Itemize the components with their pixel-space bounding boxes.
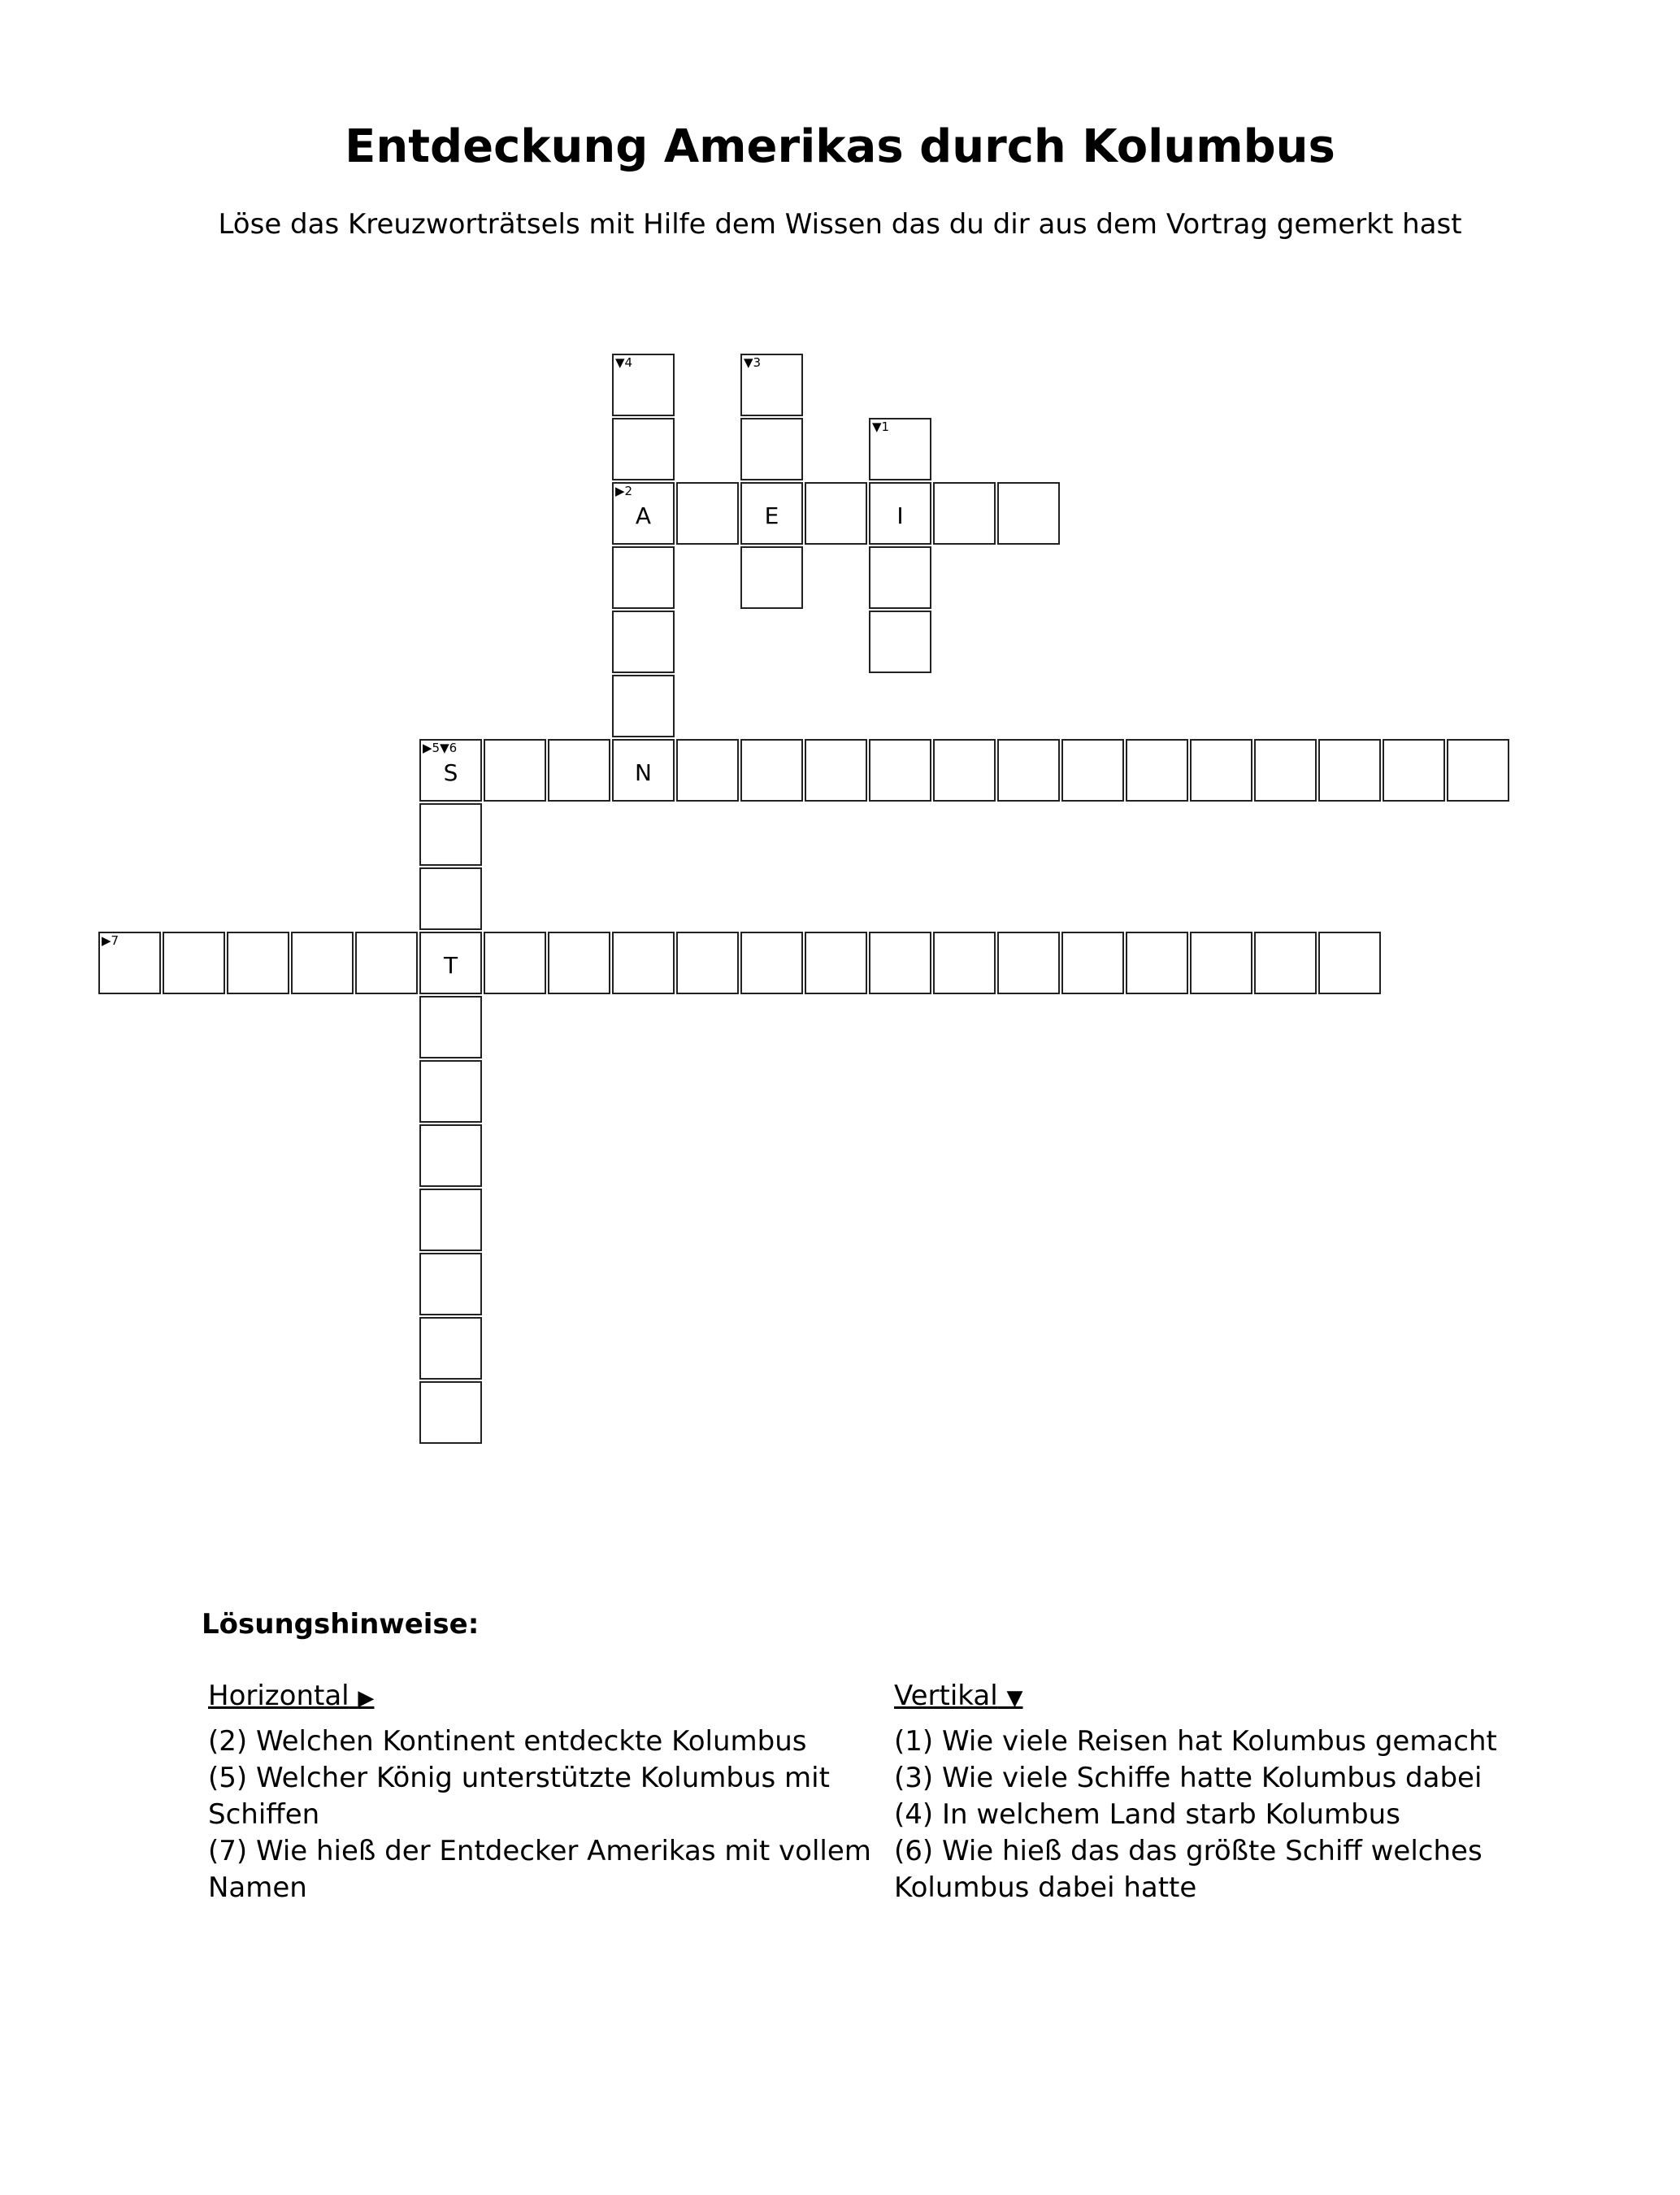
crossword-cell[interactable] <box>419 1060 482 1123</box>
crossword-cell[interactable] <box>1318 932 1381 994</box>
crossword-cell[interactable] <box>997 739 1060 802</box>
vertical-title: Vertikal ▼ <box>894 1680 1023 1712</box>
crossword-cell[interactable] <box>933 932 996 994</box>
crossword-cell[interactable] <box>612 482 675 545</box>
crossword-cell[interactable] <box>1190 739 1252 802</box>
clue-across-7: (7) Wie hieß der Entdecker Amerikas mit vollem Namen <box>208 1835 871 1904</box>
crossword-cell[interactable] <box>740 482 803 545</box>
crossword-cell[interactable] <box>869 546 931 609</box>
crossword-cell[interactable] <box>419 1124 482 1187</box>
crossword-cell[interactable] <box>419 739 482 802</box>
page-title: Entdeckung Amerikas durch Kolumbus <box>345 120 1335 173</box>
crossword-cell[interactable] <box>869 482 931 545</box>
horizontal-clues <box>208 1678 891 1906</box>
crossword-cell[interactable] <box>1190 932 1252 994</box>
crossword-cell[interactable] <box>740 932 803 994</box>
crossword-cell[interactable] <box>1383 739 1445 802</box>
crossword-cell[interactable] <box>548 739 610 802</box>
given-letter: S <box>443 759 458 786</box>
crossword-cell[interactable] <box>419 932 482 994</box>
page-subtitle: Löse das Kreuzworträtsels mit Hilfe dem Wissen das du dir aus dem Vortrag gemerkt hast <box>218 208 1462 241</box>
crossword-cell[interactable] <box>612 418 675 480</box>
crossword-cell[interactable] <box>612 611 675 673</box>
crossword-cell[interactable] <box>548 932 610 994</box>
arrow-right-icon: ▶ <box>358 1686 375 1710</box>
crossword-cell[interactable] <box>419 803 482 866</box>
horizontal-title: Horizontal ▶ <box>208 1680 375 1712</box>
crossword-cell[interactable] <box>676 739 739 802</box>
crossword-cell[interactable] <box>98 932 161 994</box>
crossword-cell[interactable] <box>676 482 739 545</box>
crossword-cell[interactable] <box>612 932 675 994</box>
vertical-clues <box>894 1678 1577 1906</box>
crossword-cell[interactable] <box>419 996 482 1058</box>
crossword-cell[interactable] <box>612 675 675 737</box>
given-letter: N <box>635 759 652 786</box>
crossword-cell[interactable] <box>227 932 289 994</box>
crossword-cell[interactable] <box>1254 932 1317 994</box>
crossword-cell[interactable] <box>869 739 931 802</box>
crossword-cell[interactable] <box>805 482 867 545</box>
crossword-cell[interactable] <box>291 932 354 994</box>
hints-heading: Lösungshinweise: <box>202 1608 480 1641</box>
given-letter: A <box>635 502 652 529</box>
crossword-cell[interactable] <box>740 418 803 480</box>
crossword-cell[interactable] <box>1061 739 1124 802</box>
clue-number: ▶5▼6 <box>423 741 458 755</box>
clue-down-6: (6) Wie hieß das das größte Schiff welches Kolumbus dabei hatte <box>894 1835 1482 1904</box>
crossword-cell[interactable] <box>419 1189 482 1251</box>
clue-number: ▶7 <box>102 933 119 948</box>
crossword-cell[interactable] <box>612 546 675 609</box>
clue-number: ▶2 <box>615 484 633 498</box>
crossword-cell[interactable] <box>805 932 867 994</box>
crossword-cell[interactable] <box>419 867 482 930</box>
crossword-cell[interactable] <box>419 1381 482 1444</box>
crossword-cell[interactable] <box>355 932 418 994</box>
crossword-cell[interactable] <box>933 739 996 802</box>
crossword-cell[interactable] <box>1318 739 1381 802</box>
crossword-cell[interactable] <box>869 418 931 480</box>
crossword-cell[interactable] <box>869 932 931 994</box>
crossword-cell[interactable] <box>869 611 931 673</box>
crossword-cell[interactable] <box>484 932 546 994</box>
crossword-cell[interactable] <box>419 1253 482 1315</box>
clue-down-1: (1) Wie viele Reisen hat Kolumbus gemacht <box>894 1725 1497 1758</box>
clue-number: ▼3 <box>744 355 762 370</box>
crossword-cell[interactable] <box>484 739 546 802</box>
given-letter: T <box>443 952 458 979</box>
clue-across-5: (5) Welcher König unterstützte Kolumbus mit Schiffen <box>208 1762 830 1831</box>
crossword-cell[interactable] <box>1126 739 1188 802</box>
crossword-cell[interactable] <box>740 739 803 802</box>
given-letter: E <box>764 502 779 529</box>
crossword-cell[interactable] <box>933 482 996 545</box>
crossword-cell[interactable] <box>612 739 675 802</box>
crossword-cell[interactable] <box>612 354 675 416</box>
arrow-down-icon: ▼ <box>1006 1686 1023 1710</box>
clue-down-4: (4) In welchem Land starb Kolumbus <box>894 1798 1400 1831</box>
crossword-cell[interactable] <box>740 354 803 416</box>
crossword-cell[interactable] <box>163 932 225 994</box>
given-letter: I <box>896 502 904 529</box>
crossword-cell[interactable] <box>1254 739 1317 802</box>
crossword-cell[interactable] <box>997 482 1060 545</box>
crossword-cell[interactable] <box>997 932 1060 994</box>
crossword-cell[interactable] <box>676 932 739 994</box>
crossword-cell[interactable] <box>1447 739 1509 802</box>
clue-number: ▼1 <box>872 419 890 434</box>
clue-across-2: (2) Welchen Kontinent entdeckte Kolumbus <box>208 1725 807 1758</box>
crossword-cell[interactable] <box>1126 932 1188 994</box>
crossword-cell[interactable] <box>419 1317 482 1380</box>
crossword-cell[interactable] <box>805 739 867 802</box>
crossword-cell[interactable] <box>1061 932 1124 994</box>
clue-down-3: (3) Wie viele Schiffe hatte Kolumbus dabei <box>894 1762 1482 1794</box>
clue-number: ▼4 <box>615 355 633 370</box>
crossword-cell[interactable] <box>740 546 803 609</box>
